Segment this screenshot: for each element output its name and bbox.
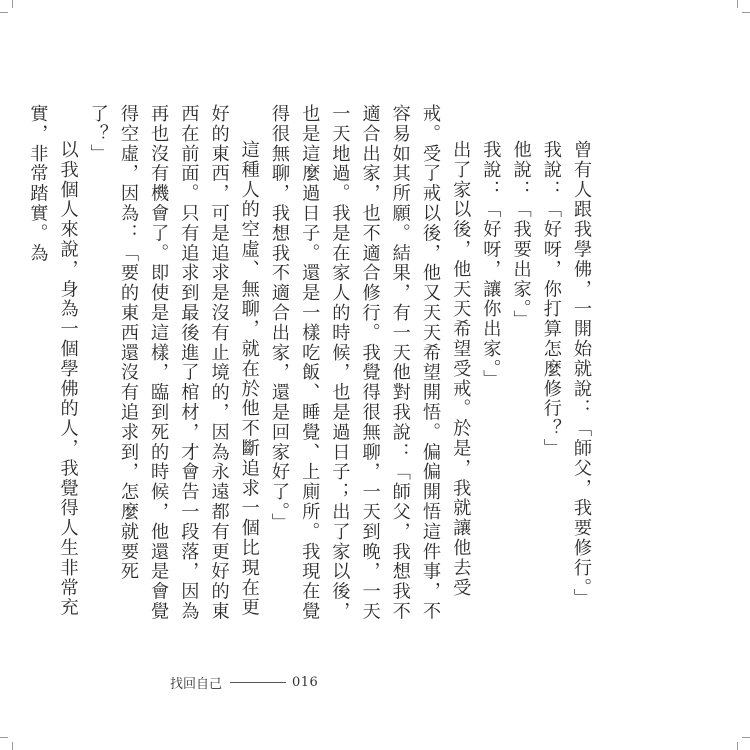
page-footer xyxy=(170,672,318,692)
page-number: 016 xyxy=(292,674,319,690)
crop-mark xyxy=(12,742,13,750)
footer-rule xyxy=(230,682,286,683)
book-title: 找回自己 xyxy=(170,676,223,692)
paragraph-6: 這種人的空虛、無聊，就在於他不斷追求一個比現在更好的東西，可是追求是沒有止境的，因為永遠都有更好的東西在前面。只有追求到最後進了棺材，才會告一段落，因為再也沒有機會了。即使是這樣，臨到死的時候，他還是會覺得空虛，因為：「要的東西還沒有追求到，怎麼就要死了？」 xyxy=(87,104,260,622)
vertical-text-body xyxy=(27,104,596,624)
crop-mark xyxy=(12,0,13,8)
crop-mark xyxy=(0,737,8,738)
paragraph-5: 出了家以後，他天天希望受戒。於是，我就讓他去受戒。受了戒以後，他又天天希望開悟。偏偏開悟這件事，不容易如其所願。結果，有一天他對我說：「師父，我想我不適合出家，也不適合修行。我覺得很無聊，一天到晚，一天一天地過。我是在家人的時候，也是過日子；出了家以後，也是這麼過日子。還是一樣吃飯、睡覺、上廁所。我現在覺得很無聊，我想我不適合出家，還是回家好了。」 xyxy=(268,104,472,622)
crop-mark xyxy=(737,0,738,8)
paragraph-1: 曾有人跟我學佛，一開始就說：「師父，我要修行。」 xyxy=(571,140,592,609)
paragraph-2: 我說：「好呀，你打算怎麼修行？」 xyxy=(540,140,562,459)
crop-mark xyxy=(737,742,738,750)
paragraph-4: 我說：「好呀，讓你出家。」 xyxy=(480,140,502,390)
crop-mark xyxy=(742,12,750,13)
paragraph-7: 以我個人來說，身為一個學佛的人，我覺得人生非常充實，非常踏實。為 xyxy=(27,104,79,618)
crop-mark xyxy=(0,12,8,13)
paragraph-3: 他說：「我要出家。」 xyxy=(510,140,532,331)
crop-mark xyxy=(742,737,750,738)
